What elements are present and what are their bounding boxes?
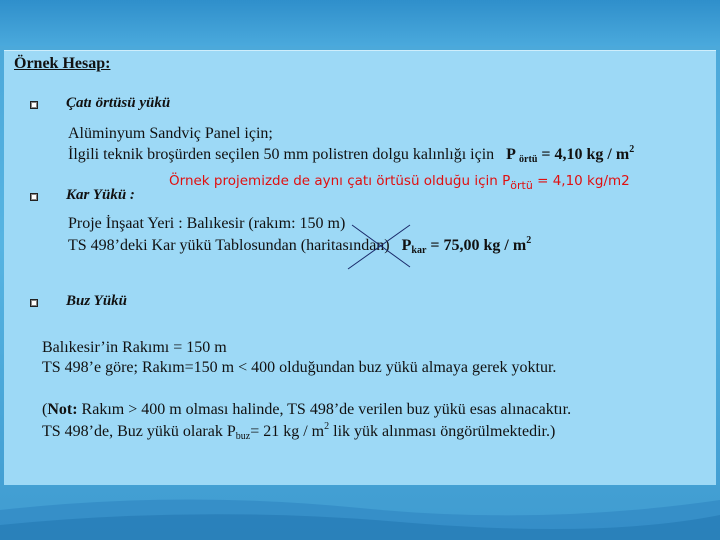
ice-line-1: Balıkesir’in Rakımı = 150 m — [42, 339, 227, 356]
roof-load-formula: P $_{örtü}$ = 4,10 kg / $m^2$ — [506, 144, 635, 165]
roof-line-1: Alüminyum Sandviç Panel için; — [68, 125, 273, 142]
footer-wave — [0, 480, 720, 540]
ice-line-2: TS 498’e göre; Rakım=150 m < 400 olduğundan buz yükü almaya gerek yoktur. — [42, 359, 557, 376]
bullet-icon — [30, 101, 38, 112]
header-band — [0, 0, 720, 46]
section-heading-snow: Kar Yükü : — [66, 187, 135, 203]
handwritten-annotation: Örnek projemizde de aynı çatı örtüsü olduğu için $P_{örtü} = 4,10$ kg/m2 — [169, 173, 630, 192]
ice-note-2: TS 498’de, Buz yükü olarak $P_{buz}= 21$ kg / $m^2$ lik yük alınması öngörülmektedir.) — [42, 421, 556, 442]
snow-line-2: TS 498’deki Kar yükü Tablosundan (haritasından) $P_{kar} = 75,00$ kg / $m^2$ — [68, 235, 532, 256]
section-heading-roof: Çatı örtüsü yükü — [66, 95, 171, 111]
snow-line-1: Proje İnşaat Yeri : Balıkesir (rakım: 150 m) — [68, 215, 346, 232]
cross-out-mark — [344, 221, 414, 273]
slide-content-panel — [4, 50, 716, 485]
snow-load-formula: $P_{kar} = 75,00$ kg / $m^2$ — [401, 235, 532, 256]
section-heading-ice: Buz Yükü — [66, 293, 128, 309]
roof-line-2: İlgili teknik broşürden seçilen 50 mm polistren dolgu kalınlığı için P $_{örtü}$ = 4,10 kg / $m^2$ — [68, 144, 635, 165]
bullet-icon — [30, 193, 38, 204]
page-title: Örnek Hesap: — [14, 55, 111, 72]
ice-note-1: (Not: Rakım > 400 m olması halinde, TS 498’de verilen buz yükü esas alınacaktır. — [42, 401, 572, 418]
bullet-icon — [30, 299, 38, 310]
